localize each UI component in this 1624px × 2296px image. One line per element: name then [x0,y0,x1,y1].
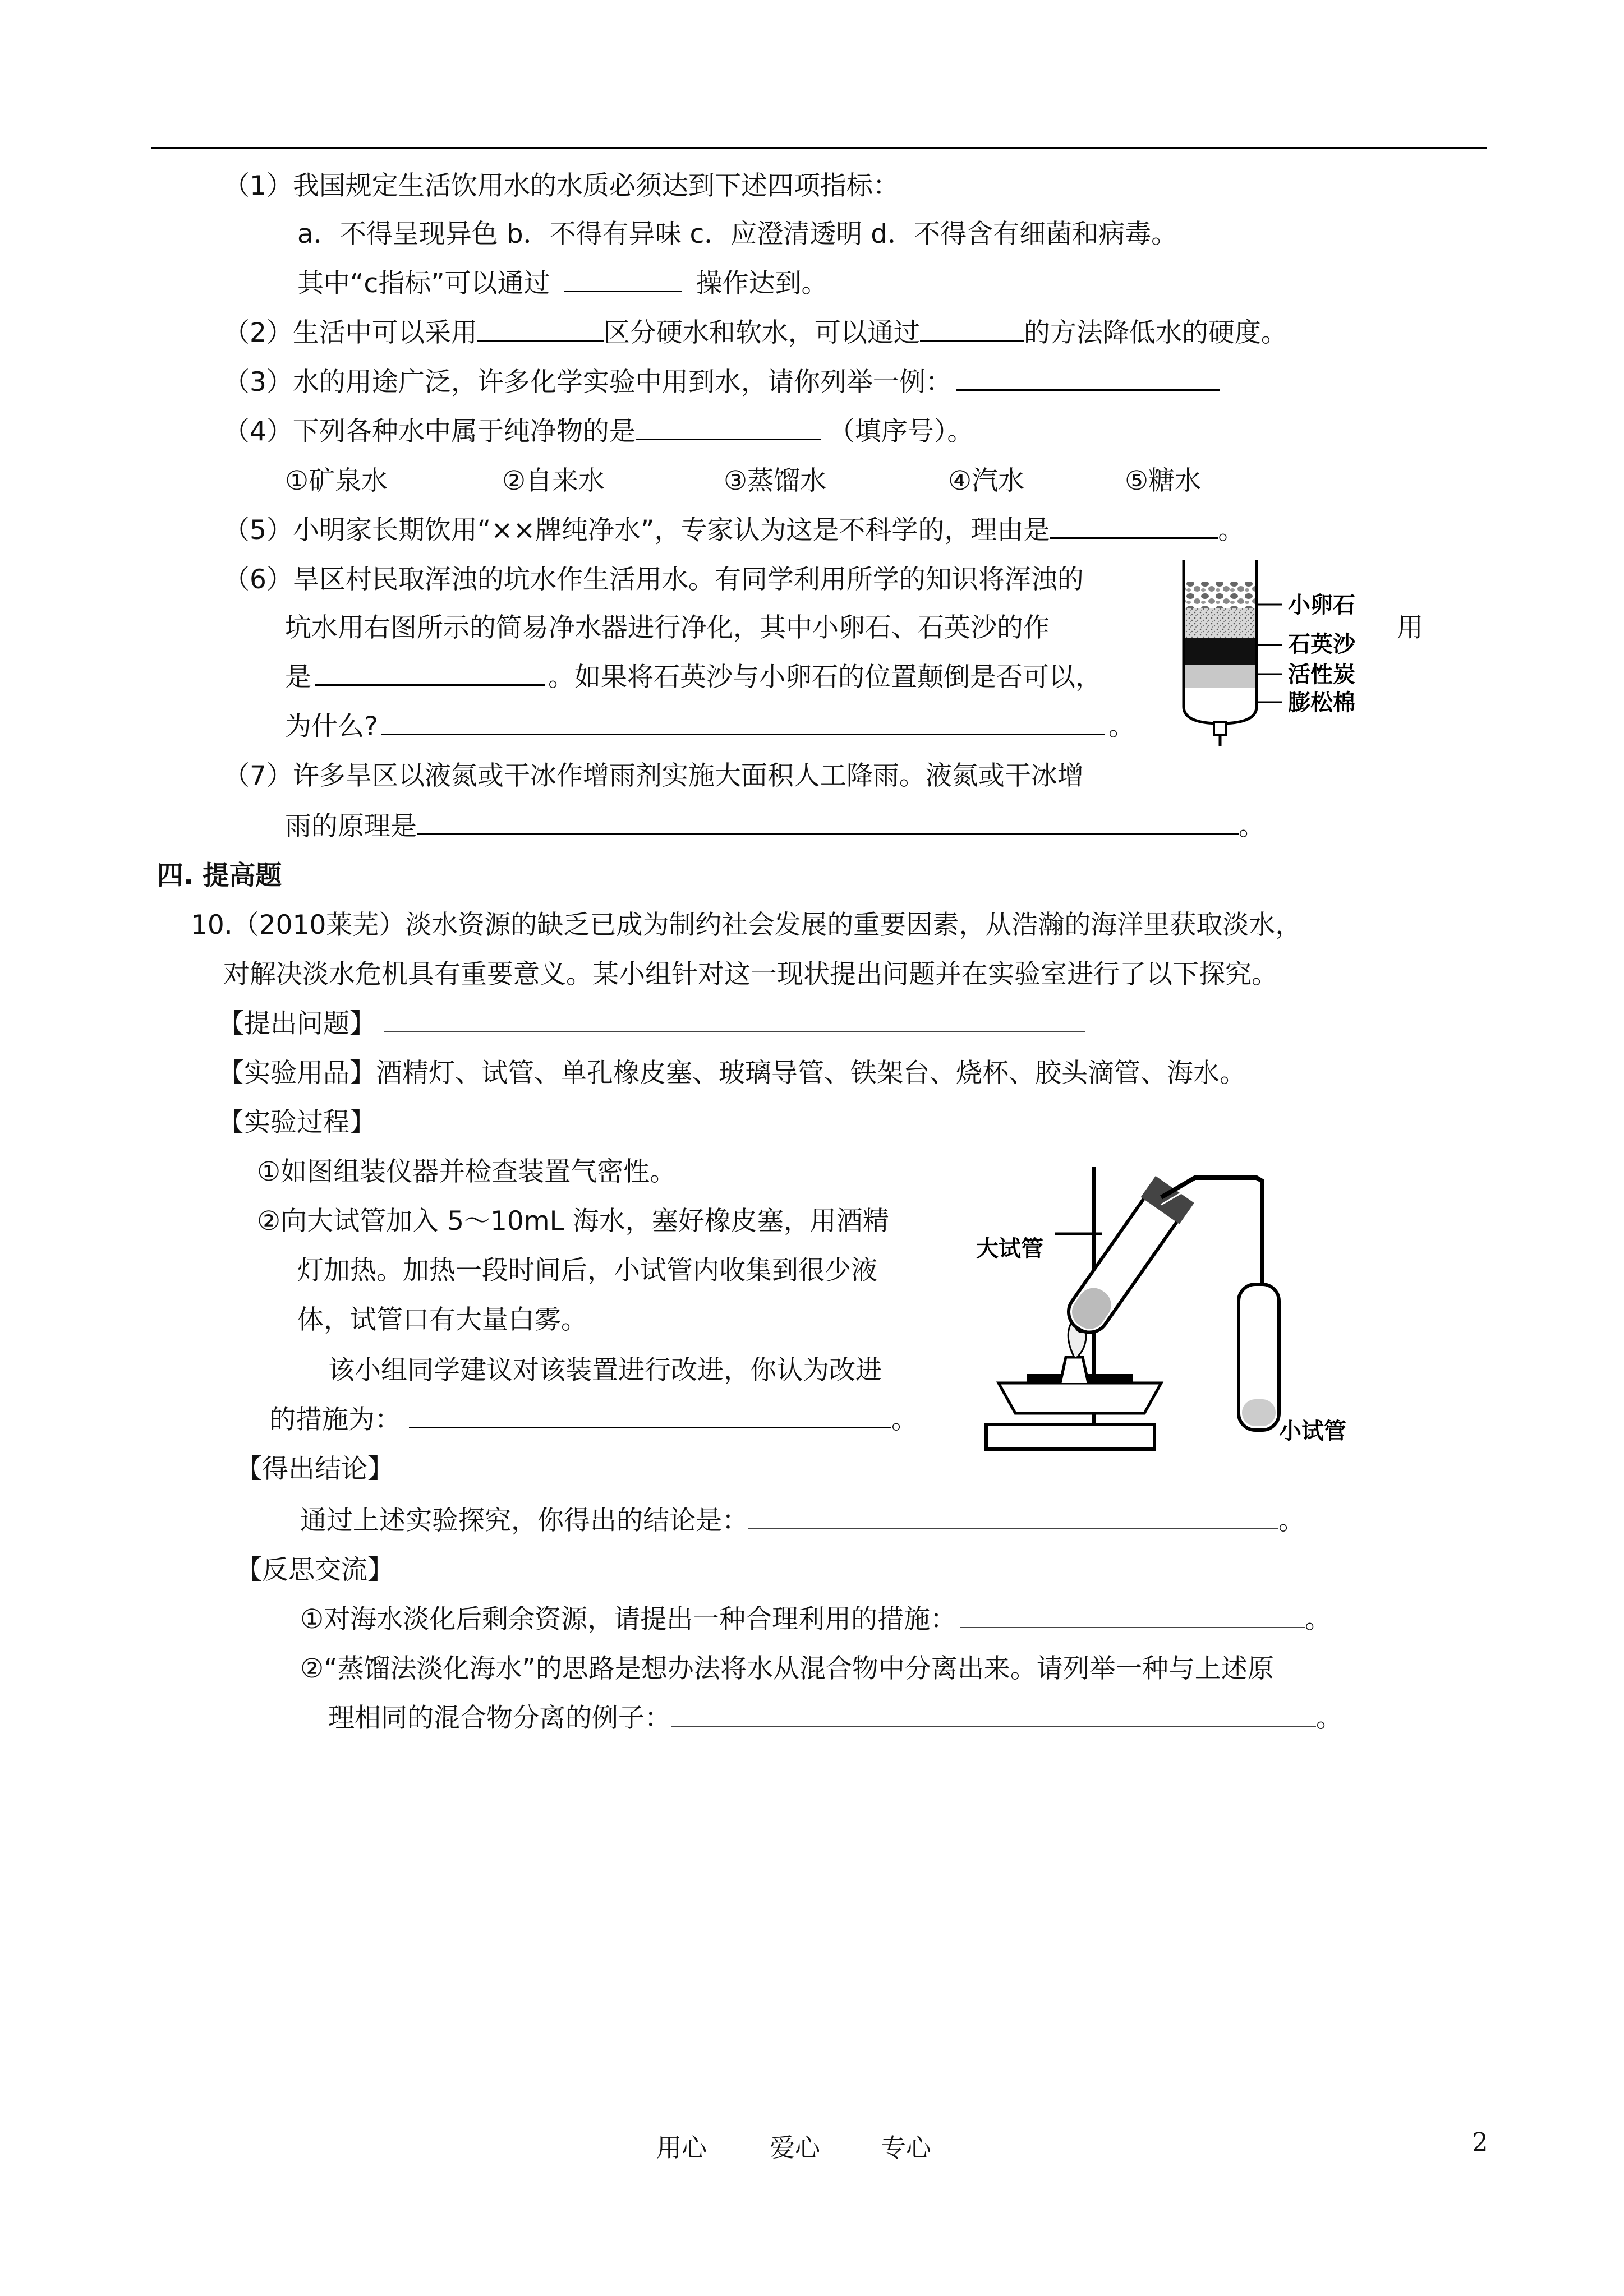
reflect2-blank[interactable] [671,1703,1316,1727]
q7-line2-pre: 雨的原理是 [285,811,417,842]
q7-line1: （7）许多旱区以液氮或干冰作增雨剂实施大面积人工降雨。液氮或干冰增 [223,760,1084,791]
filter-label-cotton: 膨松棉 [1288,690,1355,716]
small-tube-label: 小试管 [1279,1418,1346,1444]
q3-blank[interactable] [956,367,1220,391]
q10-step2-line1: ②向大试管加入 5～10mL 海水，塞好橡皮塞，用酒精 [257,1206,889,1237]
q2-line [223,316,1287,350]
water-filter-figure [1171,555,1396,751]
header-rule [151,147,1487,149]
q10-improve-line1: 该小组同学建议对该装置进行改进，你认为改进 [328,1355,882,1386]
big-tube-label: 大试管 [976,1236,1043,1262]
q5-line [223,514,1244,547]
q6-line1: （6）旱区村民取浑浊的坑水作生活用水。有同学利用所学的知识将浑浊的 [223,564,1084,595]
q4-post: （填序号）。 [828,416,974,447]
q1-blank[interactable] [564,268,682,292]
reflect1-line [300,1603,1331,1636]
q4-option-1: ①矿泉水 [285,465,388,496]
q3-pre: （3）水的用途广泛，许多化学实验中用到水，请你列举一例： [223,367,952,398]
section-title: 四. 提高题 [157,860,282,891]
q6-line3-post: 。如果将石英沙与小卵石的位置颠倒是否可以， [548,662,1102,693]
q10-step2-line3: 体，试管口有大量白雾。 [297,1304,587,1335]
q2-mid: 区分硬水和软水，可以通过 [603,317,920,348]
q1-indicators: a．不得呈现异色 b．不得有异味 c．应澄清透明 d．不得含有细菌和病毒。 [297,219,1178,250]
q1-line3-pre: 其中“c指标”可以通过 [297,268,550,299]
conclusion-blank[interactable] [748,1506,1278,1529]
q6-line4-post: 。 [1108,711,1135,742]
propose-blank[interactable] [384,1009,1085,1032]
q2-post: 的方法降低水的硬度。 [1023,317,1287,348]
propose-label: 【提出问题】 [218,1008,376,1039]
filter-label-pebble: 小卵石 [1288,592,1355,618]
q6-line3 [285,661,1102,694]
reflect2-post: 。 [1316,1703,1342,1733]
q10-improve-line2 [269,1403,918,1437]
footer-item-1: 用心 [656,2133,707,2163]
q4-option-3: ③蒸馏水 [724,465,827,496]
q4-option-5: ⑤糖水 [1125,465,1202,496]
q6-line2: 坑水用右图所示的简易净水器进行净化，其中小卵石、石英沙的作 [285,612,1050,643]
q2-blank2[interactable] [920,317,1024,342]
q7-blank[interactable] [417,811,1239,835]
q6-blank1[interactable] [315,662,545,686]
footer-item-2: 爱心 [770,2133,821,2163]
q5-pre: （5）小明家长期饮用“××牌纯净水”，专家认为这是不科学的，理由是 [223,515,1050,546]
page-number: 2 [1472,2127,1488,2157]
q10-step1: ①如图组装仪器并检查装置气密性。 [257,1156,677,1187]
q10-line2: 对解决淡水危机具有重要意义。某小组针对这一现状提出问题并在实验室进行了以下探究。 [223,959,1278,990]
reflect1-post: 。 [1305,1604,1332,1635]
reflect1-pre: ①对海水淡化后剩余资源，请提出一种合理利用的措施： [300,1604,957,1635]
q5-blank[interactable] [1050,515,1218,539]
q10-step2-line2: 灯加热。加热一段时间后，小试管内收集到很少液 [297,1255,877,1286]
q1-line3-post: 操作达到。 [696,268,828,299]
q5-post: 。 [1218,515,1245,546]
conclusion-pre: 通过上述实验探究，你得出的结论是： [300,1505,748,1536]
q10-materials: 【实验用品】酒精灯、试管、单孔橡皮塞、玻璃导管、铁架台、烧杯、胶头滴管、海水。 [218,1058,1246,1089]
q10-propose [218,1007,1085,1041]
q10-line1: 10.（2010莱芜）淡水资源的缺乏已成为制约社会发展的重要因素，从浩瀚的海洋里获取淡水， [191,910,1302,940]
q4-line [223,415,973,449]
conclusion-label: 【得出结论】 [236,1454,394,1484]
improve-blank[interactable] [409,1404,891,1428]
reflect2-line1: ②“蒸馏法淡化海水”的思路是想办法将水从混合物中分离出来。请列举一种与上述原 [300,1653,1274,1684]
footer-item-3: 专心 [881,2133,932,2163]
q2-blank1[interactable] [477,317,604,342]
q6-line3-pre: 是 [285,662,311,693]
q1-line3 [297,267,827,301]
process-label: 【实验过程】 [218,1107,376,1138]
distillation-figure [976,1144,1430,1464]
improve-post: 。 [891,1404,918,1435]
q2-pre: （2）生活中可以采用 [223,317,477,348]
q4-pre: （4）下列各种水中属于纯净物的是 [223,416,636,447]
q6-line2-tail: 用 [1397,612,1423,643]
filter-label-sand: 石英沙 [1288,631,1355,657]
q7-line2-post: 。 [1239,811,1265,842]
improve-pre: 的措施为： [269,1404,401,1435]
q4-blank[interactable] [636,416,821,440]
reflect1-blank[interactable] [960,1605,1305,1628]
q1-line1: （1）我国规定生活饮用水的水质必须达到下述四项指标： [223,170,899,201]
q4-option-2: ②自来水 [502,465,605,496]
q3-line [223,366,1220,399]
filter-label-carbon: 活性炭 [1288,662,1355,688]
q7-line2 [285,810,1265,843]
q6-line4 [285,710,1135,744]
conclusion-post: 。 [1278,1505,1305,1536]
conclusion-line [300,1504,1305,1538]
q4-option-4: ④汽水 [948,465,1025,496]
reflect2-line2 [328,1702,1342,1735]
q6-line4-pre: 为什么? [285,711,378,742]
reflect2-pre: 理相同的混合物分离的例子： [328,1703,671,1733]
reflect-label: 【反思交流】 [236,1555,394,1585]
q6-blank2[interactable] [381,711,1105,735]
